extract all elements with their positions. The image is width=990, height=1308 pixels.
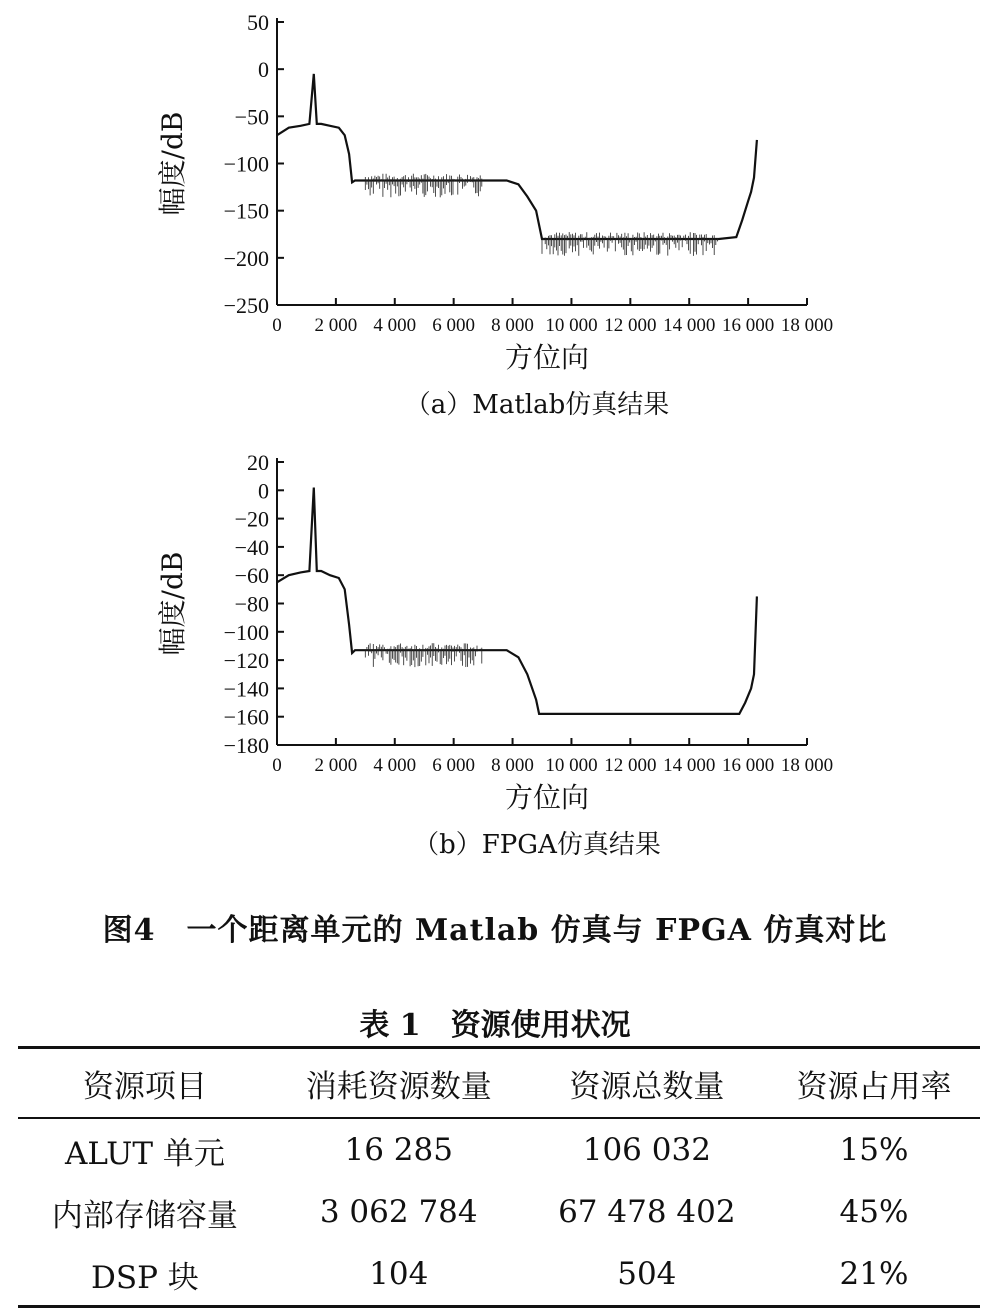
subfigure-caption: （b）FPGA仿真结果 — [413, 830, 661, 860]
y-tick-label: −80 — [234, 591, 269, 617]
x-tick-label: 10 000 — [545, 755, 598, 776]
series-noise — [365, 643, 482, 667]
y-tick-label: −250 — [223, 293, 269, 318]
table-cell: 15% — [839, 1132, 909, 1168]
table-row — [18, 1118, 980, 1181]
x-tick-label: 0 — [272, 315, 282, 336]
series-line — [277, 74, 757, 239]
header-cell: 资源项目 — [18, 1048, 272, 1119]
x-tick-label: 6 000 — [432, 315, 476, 336]
chart-matlab — [0, 0, 990, 430]
table-header-row — [18, 1048, 980, 1119]
x-tick-label: 14 000 — [663, 315, 716, 336]
table-cell: 21% — [768, 1243, 980, 1307]
y-tick-label: −120 — [223, 648, 269, 674]
table-cell: 104 — [272, 1243, 526, 1307]
y-tick-label: −150 — [223, 198, 269, 224]
y-tick-label: −140 — [223, 676, 269, 702]
table-row — [18, 1243, 980, 1307]
table-cell: 3 062 784 — [319, 1194, 478, 1230]
series-line — [277, 488, 757, 714]
y-tick-label: −60 — [234, 563, 269, 589]
x-tick-label: 14 000 — [663, 755, 716, 776]
y-tick-label: −100 — [223, 619, 269, 645]
x-axis-label: 方位向 — [504, 781, 590, 814]
figure-caption: 图4 一个距离单元的 Matlab 仿真与 FPGA 仿真对比 — [102, 913, 888, 948]
series-noise — [365, 174, 717, 256]
x-tick-label: 16 000 — [721, 755, 775, 776]
table-row — [18, 1181, 980, 1243]
y-tick-label: −180 — [223, 733, 269, 758]
table-cell: DSP 块 — [18, 1243, 272, 1307]
x-tick-label: 12 000 — [604, 315, 657, 336]
table-cell: 106 032 — [582, 1132, 711, 1168]
resource-table — [18, 1046, 980, 1308]
x-tick-label: 18 000 — [780, 315, 834, 336]
chart-fpga — [0, 440, 990, 870]
y-tick-label: −20 — [234, 506, 269, 532]
y-tick-label: −100 — [223, 151, 269, 177]
y-tick-label: −200 — [223, 245, 269, 271]
x-tick-label: 2 000 — [314, 755, 358, 776]
table-title: 表 1 资源使用状况 — [359, 1008, 631, 1043]
y-tick-label: 0 — [258, 478, 269, 504]
y-tick-label: −160 — [223, 704, 269, 730]
y-tick-label: 0 — [258, 57, 269, 83]
x-tick-label: 16 000 — [721, 315, 775, 336]
x-tick-label: 0 — [272, 755, 282, 776]
y-tick-label: 50 — [247, 10, 269, 35]
header-cell: 消耗资源数量 — [272, 1048, 526, 1119]
y-axis-label: 幅度/dB — [156, 111, 189, 216]
x-tick-label: 10 000 — [545, 315, 598, 336]
table-cell: 内部存储容量 — [51, 1197, 238, 1234]
x-tick-label: 18 000 — [780, 755, 834, 776]
table-cell: 67 478 402 — [558, 1194, 736, 1230]
x-tick-label: 4 000 — [373, 755, 417, 776]
x-tick-label: 2 000 — [314, 315, 358, 336]
subfigure-caption: （a）Matlab仿真结果 — [404, 390, 670, 420]
table-cell: ALUT 单元 — [64, 1135, 225, 1172]
x-tick-label: 4 000 — [373, 315, 417, 336]
y-tick-label: −40 — [234, 534, 269, 560]
y-tick-label: 20 — [247, 450, 269, 475]
header-cell: 资源占用率 — [768, 1048, 980, 1119]
table-cell: 16 285 — [344, 1132, 453, 1168]
x-tick-label: 8 000 — [491, 315, 534, 336]
x-tick-label: 8 000 — [491, 755, 534, 776]
table-cell: 504 — [526, 1243, 768, 1307]
x-tick-label: 12 000 — [604, 755, 657, 776]
y-axis-label: 幅度/dB — [156, 551, 189, 656]
y-tick-label: −50 — [234, 104, 269, 130]
header-cell: 资源总数量 — [526, 1048, 768, 1119]
x-axis-label: 方位向 — [504, 341, 590, 374]
table-cell: 45% — [839, 1194, 909, 1230]
x-tick-label: 6 000 — [432, 755, 476, 776]
